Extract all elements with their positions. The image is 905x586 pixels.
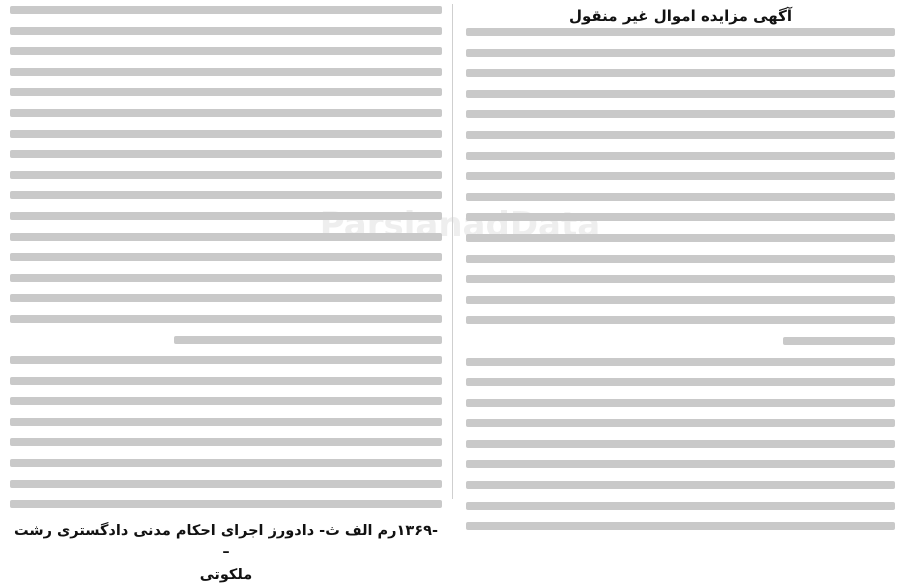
paragraph-intro: [464, 28, 897, 345]
left-column: [0, 0, 452, 583]
watermark: ParsianadData: [319, 205, 601, 245]
paragraph-appraisal: [8, 171, 444, 344]
column-divider: [452, 4, 453, 499]
notice-title: آگهی مزایده اموال غیر منقول: [568, 7, 793, 25]
paragraph-auction-terms: [8, 356, 444, 508]
signature-line-1: -۱۳۶۹رم الف ث- دادورز اجرای احکام مدنی دادگستری رشت –: [14, 522, 438, 560]
right-column: [456, 0, 905, 503]
paragraph-site-visit: [464, 358, 897, 531]
paragraph-property-details: [8, 6, 444, 158]
signature-line-2: ملکوتی: [199, 566, 253, 583]
